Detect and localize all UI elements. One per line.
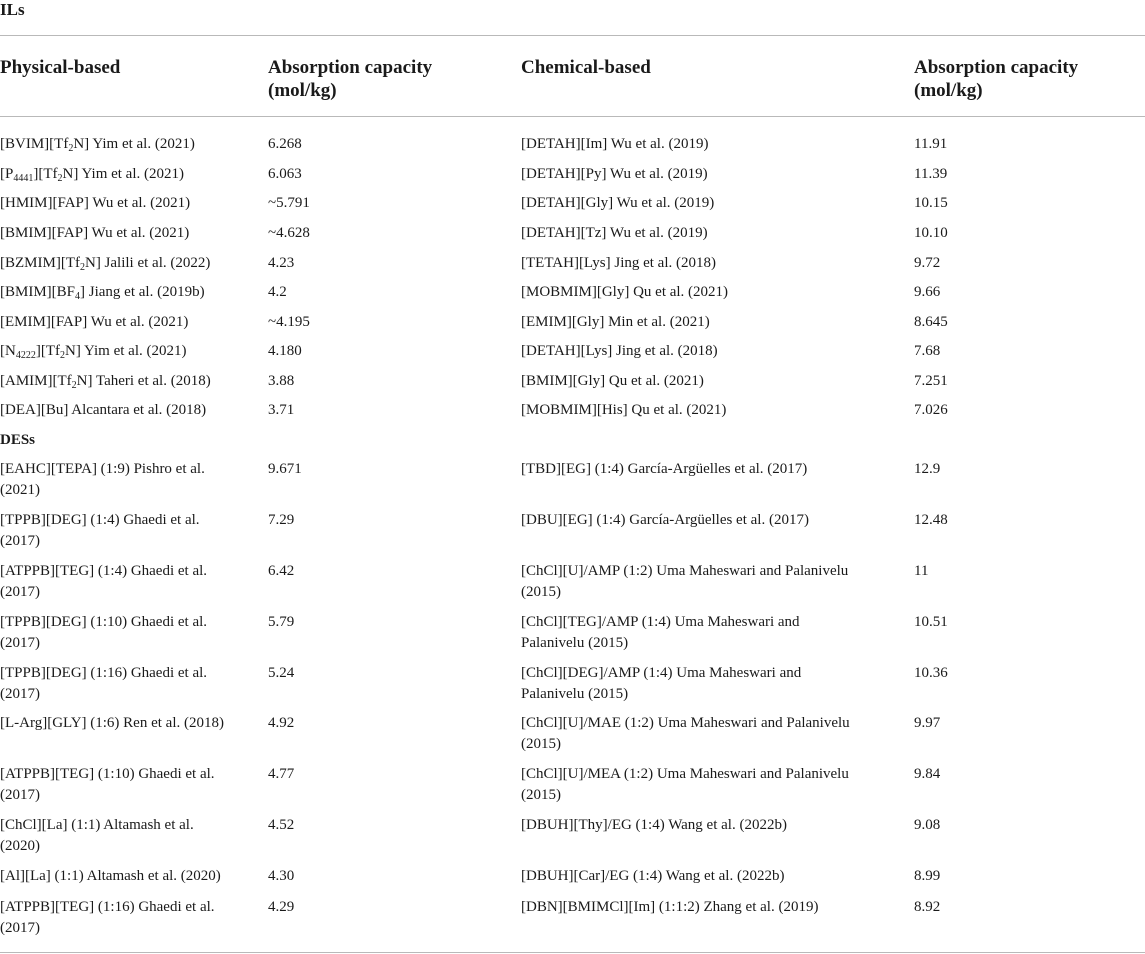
il-chemical-capacity: 8.645 bbox=[914, 314, 948, 330]
il-chemical-capacity: 7.68 bbox=[914, 343, 941, 359]
header-physical-based: Physical-based bbox=[0, 57, 121, 78]
header-absorption-capacity-1 bbox=[268, 56, 432, 102]
il-name-subscript: 2 bbox=[71, 380, 77, 391]
il-chemical-name: [DETAH][Im] Wu et al. (2019) bbox=[521, 136, 709, 152]
il-name-part: [AMIM][Tf bbox=[0, 373, 72, 389]
des-chemical-name-line1: [ChCl][U]/AMP (1:2) Uma Maheswari and Palanivelu bbox=[521, 563, 849, 579]
des-chemical-name-line1: [DBN][BMIMCl][Im] (1:1:2) Zhang et al. (2019) bbox=[521, 899, 819, 915]
des-physical-name-line1: [EAHC][TEPA] (1:9) Pishro et al. bbox=[0, 461, 205, 477]
des-physical-capacity: 4.92 bbox=[268, 715, 295, 731]
il-name-part: [N bbox=[0, 343, 16, 359]
des-physical-name bbox=[0, 459, 250, 501]
il-name-part: N] Yim et al. (2021) bbox=[64, 343, 187, 359]
header-absorption-capacity-2-line2: (mol/kg) bbox=[914, 80, 983, 101]
il-chemical-capacity: 10.10 bbox=[914, 225, 948, 241]
il-chemical-name: [DETAH][Lys] Jing et al. (2018) bbox=[521, 343, 718, 359]
des-physical-capacity: 4.30 bbox=[268, 868, 295, 884]
des-physical-capacity: 5.79 bbox=[268, 614, 295, 630]
il-chemical-capacity: 10.15 bbox=[914, 195, 948, 211]
des-chemical-name bbox=[521, 866, 891, 887]
il-physical-name bbox=[0, 341, 250, 362]
il-physical-capacity: ~5.791 bbox=[268, 195, 310, 211]
il-chemical-capacity: 7.251 bbox=[914, 373, 948, 389]
des-physical-name-line2: (2017) bbox=[0, 533, 40, 549]
des-physical-name-line2: (2017) bbox=[0, 584, 40, 600]
des-physical-name-line1: [Al][La] (1:1) Altamash et al. (2020) bbox=[0, 868, 221, 884]
header-absorption-capacity-2 bbox=[914, 56, 1078, 102]
header-absorption-capacity-1-line1: Absorption capacity bbox=[268, 57, 433, 78]
il-physical-capacity: 6.268 bbox=[268, 136, 302, 152]
bottom-rule bbox=[0, 952, 1145, 953]
il-physical-capacity: ~4.628 bbox=[268, 225, 310, 241]
des-physical-capacity: 5.24 bbox=[268, 665, 295, 681]
des-physical-name bbox=[0, 764, 250, 806]
il-chemical-capacity: 11.91 bbox=[914, 136, 948, 152]
des-physical-capacity: 4.52 bbox=[268, 817, 295, 833]
des-physical-name-line2: (2017) bbox=[0, 635, 40, 651]
des-physical-capacity: 6.42 bbox=[268, 563, 295, 579]
des-chemical-name bbox=[521, 897, 891, 918]
des-chemical-name bbox=[521, 815, 891, 836]
des-chemical-name-line1: [DBUH][Car]/EG (1:4) Wang et al. (2022b) bbox=[521, 868, 785, 884]
il-chemical-name: [TETAH][Lys] Jing et al. (2018) bbox=[521, 255, 716, 271]
des-physical-capacity: 9.671 bbox=[268, 461, 302, 477]
des-chemical-name-line2: (2015) bbox=[521, 787, 561, 803]
des-chemical-name-line1: [ChCl][U]/MAE (1:2) Uma Maheswari and Palanivelu bbox=[521, 715, 850, 731]
des-physical-name-line1: [L-Arg][GLY] (1:6) Ren et al. (2018) bbox=[0, 715, 224, 731]
des-chemical-name-line2: Palanivelu (2015) bbox=[521, 635, 629, 651]
des-physical-name-line1: [ATPPB][TEG] (1:16) Ghaedi et al. bbox=[0, 899, 215, 915]
des-physical-name-line2: (2021) bbox=[0, 482, 40, 498]
des-physical-name bbox=[0, 510, 250, 552]
il-name-part: ] Jiang et al. (2019b) bbox=[80, 284, 205, 300]
il-name-subscript: 2 bbox=[79, 262, 85, 273]
des-physical-capacity: 7.29 bbox=[268, 512, 295, 528]
des-chemical-capacity: 8.99 bbox=[914, 868, 941, 884]
des-chemical-name-line1: [ChCl][U]/MEA (1:2) Uma Maheswari and Palanivelu bbox=[521, 766, 849, 782]
il-name-part: [BZMIM][Tf bbox=[0, 255, 80, 271]
des-physical-name-line1: [ATPPB][TEG] (1:4) Ghaedi et al. bbox=[0, 563, 208, 579]
des-chemical-name-line2: (2015) bbox=[521, 736, 561, 752]
il-name-part: ][Tf bbox=[35, 343, 60, 359]
des-chemical-capacity: 9.84 bbox=[914, 766, 941, 782]
il-chemical-capacity: 7.026 bbox=[914, 402, 948, 418]
il-name-part: N] Yim et al. (2021) bbox=[62, 166, 185, 182]
il-chemical-name: [MOBMIM][Gly] Qu et al. (2021) bbox=[521, 284, 729, 300]
il-physical-name: [BMIM][FAP] Wu et al. (2021) bbox=[0, 225, 190, 241]
il-physical-name: [EMIM][FAP] Wu et al. (2021) bbox=[0, 314, 189, 330]
des-physical-name bbox=[0, 561, 250, 603]
il-physical-name bbox=[0, 253, 250, 274]
des-physical-name bbox=[0, 713, 250, 734]
des-physical-name-line1: [TPPB][DEG] (1:4) Ghaedi et al. bbox=[0, 512, 200, 528]
des-chemical-name bbox=[521, 510, 891, 531]
des-physical-capacity: 4.77 bbox=[268, 766, 295, 782]
des-physical-name-line2: (2017) bbox=[0, 920, 40, 936]
il-physical-capacity: 4.2 bbox=[268, 284, 287, 300]
il-chemical-capacity: 9.72 bbox=[914, 255, 941, 271]
des-chemical-capacity: 8.92 bbox=[914, 899, 941, 915]
des-physical-name-line1: [ChCl][La] (1:1) Altamash et al. bbox=[0, 817, 194, 833]
header-rule bbox=[0, 116, 1145, 117]
il-physical-name: [HMIM][FAP] Wu et al. (2021) bbox=[0, 195, 191, 211]
il-physical-name: [DEA][Bu] Alcantara et al. (2018) bbox=[0, 402, 207, 418]
des-chemical-name bbox=[521, 713, 891, 755]
il-name-part: [BMIM][BF bbox=[0, 284, 76, 300]
des-chemical-capacity: 10.51 bbox=[914, 614, 948, 630]
top-rule bbox=[0, 35, 1145, 36]
des-physical-capacity: 4.29 bbox=[268, 899, 295, 915]
il-name-part: N] Taheri et al. (2018) bbox=[76, 373, 211, 389]
il-physical-name bbox=[0, 282, 250, 303]
des-physical-name bbox=[0, 815, 250, 857]
il-physical-capacity: 3.88 bbox=[268, 373, 295, 389]
il-chemical-capacity: 11.39 bbox=[914, 166, 948, 182]
des-chemical-name bbox=[521, 459, 891, 480]
des-chemical-capacity: 12.9 bbox=[914, 461, 941, 477]
il-name-subscript: 4441 bbox=[13, 173, 34, 184]
il-physical-capacity: 6.063 bbox=[268, 166, 302, 182]
des-chemical-name bbox=[521, 612, 891, 654]
des-chemical-name-line1: [TBD][EG] (1:4) García-Argüelles et al. (2017) bbox=[521, 461, 808, 477]
il-name-subscript: 4 bbox=[75, 291, 81, 302]
header-absorption-capacity-2-line1: Absorption capacity bbox=[914, 57, 1079, 78]
des-physical-name-line2: (2017) bbox=[0, 787, 40, 803]
des-physical-name bbox=[0, 866, 250, 887]
des-chemical-capacity: 9.08 bbox=[914, 817, 941, 833]
des-chemical-name-line1: [DBUH][Thy]/EG (1:4) Wang et al. (2022b) bbox=[521, 817, 787, 833]
des-physical-name-line1: [ATPPB][TEG] (1:10) Ghaedi et al. bbox=[0, 766, 215, 782]
header-chemical-based: Chemical-based bbox=[521, 57, 651, 78]
il-name-part: [P bbox=[0, 166, 14, 182]
il-chemical-name: [DETAH][Py] Wu et al. (2019) bbox=[521, 166, 708, 182]
des-chemical-capacity: 10.36 bbox=[914, 665, 948, 681]
il-name-subscript: 2 bbox=[68, 143, 74, 154]
il-name-subscript: 4222 bbox=[15, 350, 36, 361]
il-physical-capacity: 3.71 bbox=[268, 402, 295, 418]
il-physical-name bbox=[0, 164, 250, 185]
des-chemical-name bbox=[521, 663, 891, 705]
il-physical-capacity: 4.180 bbox=[268, 343, 302, 359]
il-name-part: ][Tf bbox=[33, 166, 58, 182]
il-chemical-capacity: 9.66 bbox=[914, 284, 941, 300]
des-chemical-capacity: 12.48 bbox=[914, 512, 948, 528]
des-chemical-name-line2: Palanivelu (2015) bbox=[521, 686, 629, 702]
des-chemical-name-line1: [DBU][EG] (1:4) García-Argüelles et al. (2017) bbox=[521, 512, 809, 528]
il-chemical-name: [DETAH][Gly] Wu et al. (2019) bbox=[521, 195, 715, 211]
des-chemical-name-line2: (2015) bbox=[521, 584, 561, 600]
il-physical-capacity: ~4.195 bbox=[268, 314, 310, 330]
il-name-subscript: 2 bbox=[59, 350, 65, 361]
header-absorption-capacity-1-line2: (mol/kg) bbox=[268, 80, 337, 101]
il-name-part: N] Jalili et al. (2022) bbox=[84, 255, 211, 271]
section-title-des: DESs bbox=[0, 432, 36, 448]
des-chemical-name bbox=[521, 764, 891, 806]
il-physical-name bbox=[0, 134, 250, 155]
des-physical-name bbox=[0, 663, 250, 705]
des-chemical-capacity: 11 bbox=[914, 563, 929, 579]
il-name-part: N] Yim et al. (2021) bbox=[73, 136, 195, 152]
des-physical-name-line1: [TPPB][DEG] (1:10) Ghaedi et al. bbox=[0, 614, 208, 630]
il-chemical-name: [MOBMIM][His] Qu et al. (2021) bbox=[521, 402, 727, 418]
des-physical-name-line2: (2017) bbox=[0, 686, 40, 702]
il-physical-capacity: 4.23 bbox=[268, 255, 295, 271]
des-chemical-capacity: 9.97 bbox=[914, 715, 941, 731]
il-chemical-name: [DETAH][Tz] Wu et al. (2019) bbox=[521, 225, 708, 241]
des-chemical-name-line1: [ChCl][DEG]/AMP (1:4) Uma Maheswari and bbox=[521, 665, 802, 681]
des-physical-name-line1: [TPPB][DEG] (1:16) Ghaedi et al. bbox=[0, 665, 208, 681]
des-chemical-name bbox=[521, 561, 891, 603]
il-name-part: [BVIM][Tf bbox=[0, 136, 69, 152]
il-chemical-name: [EMIM][Gly] Min et al. (2021) bbox=[521, 314, 710, 330]
il-name-subscript: 2 bbox=[57, 173, 63, 184]
il-physical-name bbox=[0, 371, 250, 392]
des-physical-name bbox=[0, 612, 250, 654]
il-chemical-name: [BMIM][Gly] Qu et al. (2021) bbox=[521, 373, 704, 389]
des-chemical-name-line1: [ChCl][TEG]/AMP (1:4) Uma Maheswari and bbox=[521, 614, 800, 630]
des-physical-name-line2: (2020) bbox=[0, 838, 40, 854]
des-physical-name bbox=[0, 897, 250, 939]
section-title-ils: ILs bbox=[0, 0, 25, 19]
